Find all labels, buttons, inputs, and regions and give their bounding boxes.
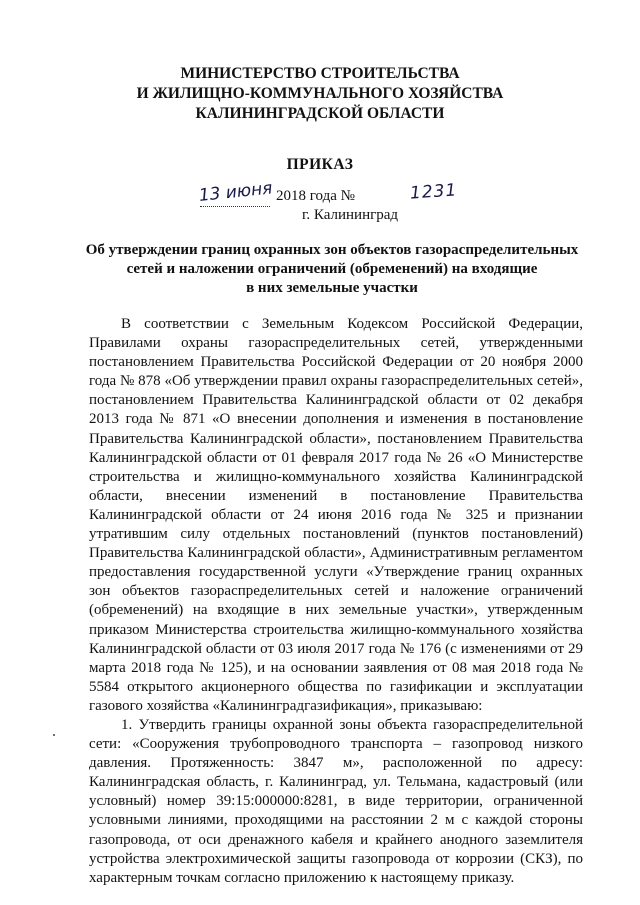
document-title [80,241,584,298]
document-title-line-2: сетей и наложении ограничений (обременений) на входящие [126,261,538,277]
ministry-header-line-2: И ЖИЛИЩНО-КОММУНАЛЬНОГО ХОЗЯЙСТВА [136,85,504,102]
margin-mark [53,734,55,736]
printed-date: 2018 года № [276,188,355,204]
ministry-header-line-3: КАЛИНИНГРАДСКОЙ ОБЛАСТИ [195,105,445,122]
document-body [89,315,583,888]
handwritten-date: 13 июня [197,178,274,206]
document-title-line-1: Об утверждении границ охранных зон объектов газораспределительных [85,242,579,258]
body-paragraph-preamble: В соответствии с Земельным Кодексом Российской Федерации, Правилами охраны газораспределительных сетей, утвержденными постановлением Правительства Российской Федерации от 20 ноября 2000 года № 878 «Об утверждении правил охраны газораспределительных сетей», постановлением Правительства Калининградской области от 02 декабря 2013 года № 871 «О внесении дополнения и изменения в постановление Правительства Калининградской области», постановлением Правительства Калининградской области от 01 февраля 2017 года № 26 «О Министерстве строительства и жилищно-коммунального хозяйства Калининградской области, внесении изменений в постановление Правительства Калининградской области от 24 июня 2016 года № 325 и признании утратившим силу отдельных постановлений (пунктов постановлений) Правительства Калининградской области», Административным регламентом предоставления государственной услуги «Утверждение границ охранных зон объектов газораспределительных сетей и наложение ограничений (обременений) на входящие в них земельные участки», утвержденным приказом Министерства строительства жилищно-коммунального хозяйства Калининградской области от 03 июля 2017 года № 176 (с изменениями от 29 марта 2018 года № 125), и на основании заявления от 08 мая 2018 года № 5584 открытого акционерного общества по газификации и эксплуатации газового хозяйства «Калининградгазификация», приказываю: [89,316,583,714]
document-title-line-3: в них земельные участки [246,280,418,296]
ministry-header-line-1: МИНИСТЕРСТВО СТРОИТЕЛЬСТВА [180,65,460,82]
body-paragraph-item-1: 1. Утвердить границы охранной зоны объекта газораспределительной сети: «Сооружения трубопроводного транспорта – газопровод низкого давления. Протяженность: 3847 м», расположенной по адресу: Калининградская область, г. Калининград, ул. Тельмана, кадастровый (или условный) номер 39:15:000000:8281, в виде территории, ограниченной условными линиями, проходящими на расстоянии 2 м с каждой стороны газопровода, от оси дренажного кабеля и крайнего анодного заземлителя устройства электрохимической защиты газопровода от коррозии (СКЗ), по характерным точкам согласно приложению к настоящему приказу. [89,716,583,886]
document-type: ПРИКАЗ [286,156,354,173]
city: г. Калининград [301,207,399,223]
ministry-header [0,64,640,124]
handwritten-order-number: 1231 [409,180,458,204]
